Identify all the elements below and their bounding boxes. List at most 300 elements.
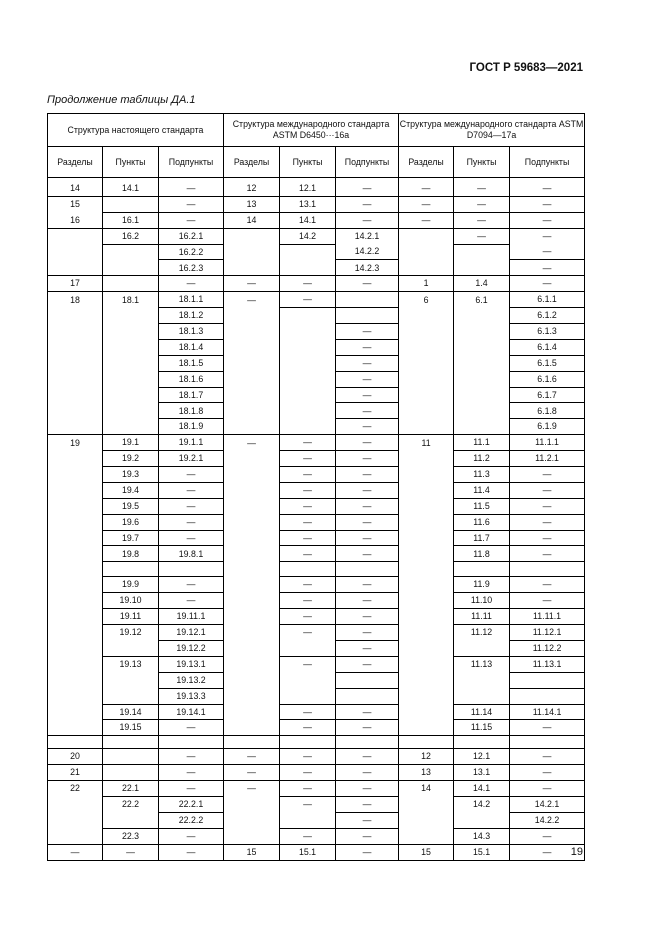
- table-cell: 11.2: [454, 451, 510, 467]
- table-cell: 11.1: [454, 435, 510, 451]
- table-cell: [336, 672, 399, 688]
- page-number: 19: [570, 846, 583, 858]
- table-cell: 6.1.3: [510, 324, 585, 340]
- table-cell: —: [159, 530, 224, 546]
- table-cell: [159, 562, 224, 577]
- table-cell: 21: [48, 765, 103, 781]
- table-row: [48, 276, 585, 292]
- table-cell: —: [336, 765, 399, 781]
- table-cell: 19.12.2: [159, 640, 224, 656]
- table-cell: [399, 339, 454, 355]
- table-cell: [48, 498, 103, 514]
- table-cell: 11.10: [454, 593, 510, 609]
- table-cell: [280, 260, 336, 276]
- table-cell: 14.2.3: [336, 260, 399, 276]
- table-cell: [224, 688, 280, 704]
- table-cell: 14.2.1: [336, 228, 399, 244]
- table-cell: —: [336, 844, 399, 860]
- table-cell: [280, 339, 336, 355]
- table-cell: 11.4: [454, 482, 510, 498]
- table-cell: [454, 562, 510, 577]
- table-row: [48, 181, 585, 197]
- table-cell: —: [280, 451, 336, 467]
- table-cell: 14.1: [280, 212, 336, 228]
- table-cell: 15.1: [280, 844, 336, 860]
- table-cell: 15: [224, 844, 280, 860]
- table-cell: —: [510, 844, 585, 860]
- table-cell: 19.10: [103, 593, 159, 609]
- table-cell: [399, 736, 454, 749]
- table-cell: [336, 736, 399, 749]
- table-cell: —: [159, 765, 224, 781]
- table-cell: [224, 546, 280, 562]
- table-cell: [280, 308, 336, 324]
- table-cell: [454, 371, 510, 387]
- table-cell: 19.9: [103, 577, 159, 593]
- table-cell: —: [159, 498, 224, 514]
- table-cell: —: [280, 656, 336, 672]
- table-cell: 12.1: [454, 749, 510, 765]
- table-cell: [454, 244, 510, 260]
- table-cell: [103, 765, 159, 781]
- table-cell: 19.13.2: [159, 672, 224, 688]
- table-cell: —: [159, 844, 224, 860]
- table-cell: [103, 371, 159, 387]
- table-cell: 14.3: [454, 828, 510, 844]
- table-cell: [224, 339, 280, 355]
- table-row: [48, 196, 585, 212]
- table-row: [48, 812, 585, 828]
- table-cell: 22.2.2: [159, 812, 224, 828]
- table-cell: [103, 403, 159, 419]
- table-cell: 1.4: [454, 276, 510, 292]
- table-row: [48, 844, 585, 860]
- table-cell: —: [510, 228, 585, 244]
- table-cell: 14.2.2: [510, 812, 585, 828]
- table-cell: —: [510, 498, 585, 514]
- table-cell: —: [510, 260, 585, 276]
- table-cell: [399, 546, 454, 562]
- table-cell: —: [48, 844, 103, 860]
- table-cell: [48, 419, 103, 435]
- table-cell: 13: [224, 196, 280, 212]
- table-cell: 11.3: [454, 467, 510, 483]
- table-cell: 19.8.1: [159, 546, 224, 562]
- table-cell: —: [159, 212, 224, 228]
- table-cell: —: [336, 482, 399, 498]
- table-cell: [224, 593, 280, 609]
- table-cell: 11.12.1: [510, 625, 585, 641]
- table-cell: [48, 355, 103, 371]
- table-cell: 22.1: [103, 781, 159, 797]
- group-header-astm-d7094: Структура международного стандарта ASTM D7094—17а: [399, 114, 585, 147]
- table-cell: 14.1: [454, 781, 510, 797]
- table-cell: 22.2: [103, 796, 159, 812]
- table-cell: 15: [48, 196, 103, 212]
- table-cell: 6: [399, 292, 454, 308]
- table-cell: 19: [48, 435, 103, 451]
- table-cell: [224, 514, 280, 530]
- table-cell: 14.2: [280, 228, 336, 244]
- table-cell: [454, 308, 510, 324]
- table-row: [48, 672, 585, 688]
- table-row: [48, 656, 585, 672]
- table-cell: —: [280, 276, 336, 292]
- table-cell: —: [224, 292, 280, 308]
- table-cell: 13: [399, 765, 454, 781]
- table-cell: [48, 530, 103, 546]
- table-row: [48, 324, 585, 340]
- table-cell: [280, 640, 336, 656]
- table-cell: [454, 339, 510, 355]
- table-cell: —: [510, 765, 585, 781]
- table-cell: —: [336, 324, 399, 340]
- table-cell: [224, 324, 280, 340]
- table-cell: [48, 625, 103, 641]
- table-cell: [224, 812, 280, 828]
- table-row: [48, 530, 585, 546]
- table-row: [48, 292, 585, 308]
- table-row: [48, 765, 585, 781]
- table-cell: —: [159, 781, 224, 797]
- table-cell: [399, 640, 454, 656]
- table-cell: 11.5: [454, 498, 510, 514]
- table-cell: 19.7: [103, 530, 159, 546]
- table-cell: [510, 688, 585, 704]
- table-row: [48, 736, 585, 749]
- table-cell: —: [280, 828, 336, 844]
- table-cell: 14: [224, 212, 280, 228]
- table-cell: —: [336, 609, 399, 625]
- table-row: [48, 593, 585, 609]
- table-cell: [454, 736, 510, 749]
- table-cell: [336, 562, 399, 577]
- table-cell: —: [454, 228, 510, 244]
- table-cell: [103, 355, 159, 371]
- table-cell: —: [510, 482, 585, 498]
- table-cell: 14: [399, 781, 454, 797]
- table-row: [48, 688, 585, 704]
- table-cell: 16.1: [103, 212, 159, 228]
- table-cell: —: [159, 720, 224, 736]
- table-cell: —: [336, 196, 399, 212]
- table-cell: [103, 339, 159, 355]
- table-cell: [103, 324, 159, 340]
- table-cell: [103, 308, 159, 324]
- table-cell: —: [336, 625, 399, 641]
- table-cell: [454, 324, 510, 340]
- group-header-row: [48, 114, 585, 147]
- column-header: Подпункты: [159, 147, 224, 178]
- column-header: Разделы: [224, 147, 280, 178]
- table-cell: [48, 308, 103, 324]
- table-cell: 11.2.1: [510, 451, 585, 467]
- table-cell: [399, 796, 454, 812]
- table-cell: [48, 324, 103, 340]
- table-cell: [48, 577, 103, 593]
- table-cell: —: [510, 828, 585, 844]
- table-row: [48, 482, 585, 498]
- table-cell: [454, 419, 510, 435]
- table-cell: 19.1.1: [159, 435, 224, 451]
- table-cell: [48, 796, 103, 812]
- table-cell: [103, 672, 159, 688]
- table-cell: [48, 467, 103, 483]
- table-cell: [48, 228, 103, 244]
- table-cell: [454, 688, 510, 704]
- table-row: [48, 796, 585, 812]
- table-cell: 18.1.3: [159, 324, 224, 340]
- table-cell: [48, 593, 103, 609]
- table-cell: 11.6: [454, 514, 510, 530]
- table-cell: —: [280, 435, 336, 451]
- table-cell: —: [336, 339, 399, 355]
- table-cell: [510, 562, 585, 577]
- table-row: [48, 419, 585, 435]
- table-cell: [224, 796, 280, 812]
- table-cell: —: [336, 451, 399, 467]
- table-cell: —: [510, 781, 585, 797]
- table-cell: —: [336, 828, 399, 844]
- table-cell: —: [336, 181, 399, 197]
- table-cell: [48, 812, 103, 828]
- table-cell: [336, 688, 399, 704]
- table-cell: —: [336, 403, 399, 419]
- table-cell: 19.3: [103, 467, 159, 483]
- table-cell: [103, 419, 159, 435]
- table-cell: —: [336, 640, 399, 656]
- table-cell: —: [280, 765, 336, 781]
- group-header-astm-d6450: Структура международного стандарта ASTM D6450···16а: [224, 114, 399, 147]
- table-cell: [224, 609, 280, 625]
- table-cell: [399, 355, 454, 371]
- table-cell: [224, 355, 280, 371]
- table-cell: [48, 640, 103, 656]
- table-cell: [454, 672, 510, 688]
- table-cell: [224, 640, 280, 656]
- table-cell: [224, 656, 280, 672]
- table-cell: 11.1.1: [510, 435, 585, 451]
- table-cell: [224, 403, 280, 419]
- table-row: [48, 212, 585, 228]
- table-cell: 11.12: [454, 625, 510, 641]
- table-cell: [454, 260, 510, 276]
- table-cell: [399, 482, 454, 498]
- table-cell: [399, 672, 454, 688]
- table-cell: [280, 324, 336, 340]
- table-cell: 11.11.1: [510, 609, 585, 625]
- table-row: [48, 228, 585, 244]
- table-cell: [399, 419, 454, 435]
- table-cell: —: [280, 530, 336, 546]
- table-cell: [399, 244, 454, 260]
- table-row: [48, 498, 585, 514]
- table-cell: [280, 672, 336, 688]
- table-cell: [399, 324, 454, 340]
- table-cell: [48, 656, 103, 672]
- table-cell: [103, 736, 159, 749]
- table-cell: —: [336, 749, 399, 765]
- table-cell: —: [336, 546, 399, 562]
- table-cell: —: [159, 181, 224, 197]
- table-cell: 18.1.5: [159, 355, 224, 371]
- table-cell: —: [159, 828, 224, 844]
- table-cell: [224, 482, 280, 498]
- table-cell: [280, 355, 336, 371]
- table-cell: —: [159, 276, 224, 292]
- table-cell: [224, 736, 280, 749]
- column-header-row: [48, 147, 585, 178]
- table-cell: [399, 609, 454, 625]
- table-cell: —: [336, 419, 399, 435]
- table-cell: [224, 530, 280, 546]
- table-cell: —: [510, 593, 585, 609]
- table-row: [48, 562, 585, 577]
- table-cell: —: [280, 498, 336, 514]
- table-cell: —: [224, 749, 280, 765]
- table-cell: [48, 387, 103, 403]
- table-row: [48, 781, 585, 797]
- table-cell: [48, 828, 103, 844]
- table-cell: [224, 625, 280, 641]
- table-cell: [280, 403, 336, 419]
- table-cell: [280, 371, 336, 387]
- table-row: [48, 514, 585, 530]
- table-cell: 19.2.1: [159, 451, 224, 467]
- table-row: [48, 339, 585, 355]
- table-cell: 19.13: [103, 656, 159, 672]
- table-cell: —: [454, 181, 510, 197]
- table-cell: —: [510, 514, 585, 530]
- table-cell: [399, 387, 454, 403]
- table-cell: —: [510, 196, 585, 212]
- table-cell: —: [336, 435, 399, 451]
- table-cell: 14.2.2: [336, 244, 399, 260]
- table-cell: [224, 828, 280, 844]
- table-cell: —: [280, 609, 336, 625]
- table-row: [48, 625, 585, 641]
- table-cell: —: [510, 749, 585, 765]
- table-cell: —: [336, 656, 399, 672]
- table-cell: 19.4: [103, 482, 159, 498]
- table-cell: 19.12: [103, 625, 159, 641]
- group-header-national: Структура настоящего стандарта: [48, 114, 224, 147]
- table-cell: 14.2: [454, 796, 510, 812]
- column-header: Разделы: [48, 147, 103, 178]
- table-cell: 18.1.9: [159, 419, 224, 435]
- table-cell: —: [336, 387, 399, 403]
- table-row: [48, 387, 585, 403]
- column-header: Пункты: [280, 147, 336, 178]
- table-row: [48, 704, 585, 720]
- table-cell: 19.8: [103, 546, 159, 562]
- table-cell: [399, 451, 454, 467]
- table-cell: [48, 736, 103, 749]
- table-cell: 18.1.2: [159, 308, 224, 324]
- table-cell: [103, 640, 159, 656]
- table-continuation-caption: Продолжение таблицы ДА.1: [47, 94, 196, 106]
- table-cell: 18: [48, 292, 103, 308]
- table-cell: 6.1.6: [510, 371, 585, 387]
- table-cell: 22.2.1: [159, 796, 224, 812]
- table-cell: 16.2.1: [159, 228, 224, 244]
- table-cell: —: [280, 749, 336, 765]
- table-cell: [48, 688, 103, 704]
- table-cell: 11.14.1: [510, 704, 585, 720]
- table-cell: 16.2.2: [159, 244, 224, 260]
- table-cell: [280, 387, 336, 403]
- table-cell: 11.13: [454, 656, 510, 672]
- table-cell: [224, 451, 280, 467]
- table-cell: [280, 688, 336, 704]
- table-cell: 15: [399, 844, 454, 860]
- table-cell: [103, 244, 159, 260]
- table-cell: 12: [399, 749, 454, 765]
- table-cell: —: [159, 196, 224, 212]
- table-cell: [103, 749, 159, 765]
- table-cell: 6.1.9: [510, 419, 585, 435]
- table-cell: [399, 656, 454, 672]
- table-cell: [103, 196, 159, 212]
- table-cell: [280, 244, 336, 260]
- table-cell: [280, 812, 336, 828]
- table-cell: 19.11: [103, 609, 159, 625]
- column-header: Разделы: [399, 147, 454, 178]
- table-cell: [159, 736, 224, 749]
- table-cell: 19.12.1: [159, 625, 224, 641]
- table-cell: [399, 812, 454, 828]
- table-cell: 11.15: [454, 720, 510, 736]
- table-cell: —: [510, 546, 585, 562]
- table-cell: [103, 562, 159, 577]
- table-cell: 17: [48, 276, 103, 292]
- table-cell: 16.2.3: [159, 260, 224, 276]
- table-cell: [336, 292, 399, 308]
- table-row: [48, 260, 585, 276]
- column-header: Подпункты: [336, 147, 399, 178]
- table-cell: —: [336, 812, 399, 828]
- table-cell: [224, 562, 280, 577]
- table-cell: [399, 498, 454, 514]
- table-cell: [224, 672, 280, 688]
- table-cell: —: [280, 514, 336, 530]
- table-cell: 12: [224, 181, 280, 197]
- table-cell: [399, 720, 454, 736]
- table-cell: 14.2.1: [510, 796, 585, 812]
- table-cell: [224, 704, 280, 720]
- table-cell: [224, 577, 280, 593]
- table-cell: —: [224, 435, 280, 451]
- table-cell: [224, 720, 280, 736]
- table-cell: —: [280, 796, 336, 812]
- table-row: [48, 403, 585, 419]
- table-cell: —: [159, 482, 224, 498]
- column-header: Пункты: [454, 147, 510, 178]
- table-cell: 18.1: [103, 292, 159, 308]
- table-cell: [280, 562, 336, 577]
- table-cell: —: [280, 704, 336, 720]
- table-cell: —: [280, 292, 336, 308]
- table-cell: [103, 387, 159, 403]
- table-cell: 19.15: [103, 720, 159, 736]
- table-cell: 18.1.1: [159, 292, 224, 308]
- table-cell: 18.1.4: [159, 339, 224, 355]
- table-cell: 22: [48, 781, 103, 797]
- table-cell: —: [224, 765, 280, 781]
- table-cell: [48, 244, 103, 260]
- table-cell: 11.12.2: [510, 640, 585, 656]
- table-cell: [224, 387, 280, 403]
